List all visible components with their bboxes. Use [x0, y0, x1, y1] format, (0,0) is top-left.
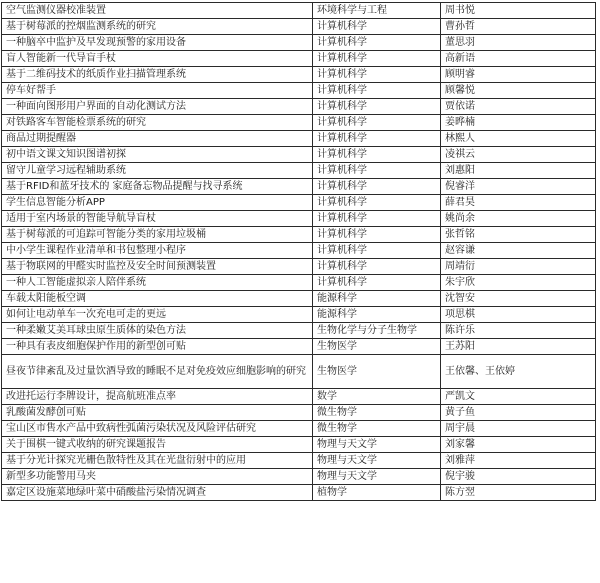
table-row [2, 195, 596, 211]
subject-cell: 计算机科学 [313, 179, 441, 195]
subject-cell: 计算机科学 [313, 195, 441, 211]
student-name-cell: 倪睿洋 [441, 179, 596, 195]
subject-cell: 植物学 [313, 485, 441, 501]
table-row [2, 259, 596, 275]
project-title-cell: 基于树莓派的可追踪可智能分类的家用垃圾桶 [2, 227, 313, 243]
project-title-cell: 基于RFID和蓝牙技术的 家庭备忘物品提醒与找寻系统 [2, 179, 313, 195]
project-title-cell: 一种具有表皮细胞保护作用的新型创可贴 [2, 339, 313, 355]
project-title-cell: 如何让电动单车一次充电可走的更远 [2, 307, 313, 323]
project-title-cell: 嘉定区设施菜地绿叶菜中硝酸盐污染情况调查 [2, 485, 313, 501]
student-name-cell: 张哲铭 [441, 227, 596, 243]
project-title-cell: 商品过期提醒器 [2, 131, 313, 147]
subject-cell: 计算机科学 [313, 83, 441, 99]
project-title-cell: 空气监测仪器校准装置 [2, 3, 313, 19]
table-row [2, 323, 596, 339]
student-name-cell: 周宇晨 [441, 421, 596, 437]
subject-cell: 物理与天文学 [313, 453, 441, 469]
subject-cell: 计算机科学 [313, 99, 441, 115]
table-row [2, 453, 596, 469]
project-title-cell: 适用于室内场景的智能导航导盲杖 [2, 211, 313, 227]
project-title-cell: 停车好帮手 [2, 83, 313, 99]
subject-cell: 计算机科学 [313, 131, 441, 147]
table-row [2, 421, 596, 437]
project-title-cell: 初中语文课文知识图谱初探 [2, 147, 313, 163]
project-title-cell: 基于二维码技术的纸质作业扫描管理系统 [2, 67, 313, 83]
student-name-cell: 刘家馨 [441, 437, 596, 453]
project-title-cell: 基于分光计探究光栅色散特性及其在光盘衍射中的应用 [2, 453, 313, 469]
project-table-body [2, 3, 596, 501]
project-title-cell: 一种脑卒中监护及早发现预警的家用设备 [2, 35, 313, 51]
table-row [2, 275, 596, 291]
student-name-cell: 贾依诺 [441, 99, 596, 115]
subject-cell: 计算机科学 [313, 275, 441, 291]
student-name-cell: 董思羽 [441, 35, 596, 51]
subject-cell: 物理与天文学 [313, 469, 441, 485]
subject-cell: 计算机科学 [313, 147, 441, 163]
table-row [2, 147, 596, 163]
table-row [2, 131, 596, 147]
student-name-cell: 薛君昊 [441, 195, 596, 211]
table-row [2, 115, 596, 131]
student-name-cell: 刘雅萍 [441, 453, 596, 469]
student-name-cell: 王苏阳 [441, 339, 596, 355]
project-title-cell: 学生信息智能分析APP [2, 195, 313, 211]
student-name-cell: 高新语 [441, 51, 596, 67]
subject-cell: 计算机科学 [313, 243, 441, 259]
student-name-cell: 曹孙哲 [441, 19, 596, 35]
subject-cell: 微生物学 [313, 405, 441, 421]
subject-cell: 数学 [313, 389, 441, 405]
student-name-cell: 周靖衍 [441, 259, 596, 275]
project-title-cell: 关于围棋一键式收纳的研究课题报告 [2, 437, 313, 453]
subject-cell: 生物医学 [313, 339, 441, 355]
table-row [2, 437, 596, 453]
subject-cell: 物理与天文学 [313, 437, 441, 453]
student-name-cell: 凌祺云 [441, 147, 596, 163]
subject-cell: 计算机科学 [313, 67, 441, 83]
student-name-cell: 黄子鱼 [441, 405, 596, 421]
subject-cell: 计算机科学 [313, 35, 441, 51]
table-row [2, 389, 596, 405]
project-title-cell: 对铁路客车智能检票系统的研究 [2, 115, 313, 131]
table-row [2, 243, 596, 259]
subject-cell: 计算机科学 [313, 227, 441, 243]
student-name-cell: 严凯文 [441, 389, 596, 405]
table-row [2, 163, 596, 179]
table-row [2, 485, 596, 501]
project-title-cell: 一种面向图形用户界面的自动化测试方法 [2, 99, 313, 115]
subject-cell: 生物化学与分子生物学 [313, 323, 441, 339]
project-title-cell: 留守儿童学习远程辅助系统 [2, 163, 313, 179]
table-row [2, 67, 596, 83]
project-title-cell: 基于树莓派的控烟监测系统的研究 [2, 19, 313, 35]
project-title-cell: 基于物联网的甲醛实时监控及安全时间预测装置 [2, 259, 313, 275]
student-name-cell: 陈方翌 [441, 485, 596, 501]
subject-cell: 计算机科学 [313, 115, 441, 131]
project-title-cell: 中小学生课程作业清单和书包整理小程序 [2, 243, 313, 259]
project-title-cell: 盲人智能新一代导盲手杖 [2, 51, 313, 67]
subject-cell: 计算机科学 [313, 51, 441, 67]
subject-cell: 能源科学 [313, 291, 441, 307]
table-row [2, 227, 596, 243]
student-name-cell: 刘惠阳 [441, 163, 596, 179]
table-row [2, 51, 596, 67]
table-row [2, 469, 596, 485]
project-title-cell: 车载太阳能板空调 [2, 291, 313, 307]
table-row [2, 291, 596, 307]
student-name-cell: 赵容谦 [441, 243, 596, 259]
table-row [2, 307, 596, 323]
table-row [2, 3, 596, 19]
student-name-cell: 姚尚余 [441, 211, 596, 227]
table-row [2, 405, 596, 421]
subject-cell: 生物医学 [313, 355, 441, 389]
project-title-cell: 一种人工智能虚拟亲人陪伴系统 [2, 275, 313, 291]
project-table [1, 2, 596, 501]
student-name-cell: 沈智安 [441, 291, 596, 307]
student-name-cell: 姜晔楠 [441, 115, 596, 131]
table-row [2, 355, 596, 389]
subject-cell: 计算机科学 [313, 163, 441, 179]
student-name-cell: 顾明睿 [441, 67, 596, 83]
table-row [2, 339, 596, 355]
subject-cell: 计算机科学 [313, 259, 441, 275]
table-row [2, 35, 596, 51]
student-name-cell: 周书悦 [441, 3, 596, 19]
student-name-cell: 林熙人 [441, 131, 596, 147]
table-row [2, 83, 596, 99]
subject-cell: 计算机科学 [313, 19, 441, 35]
student-name-cell: 项思棋 [441, 307, 596, 323]
project-title-cell: 乳酸菌发酵创可贴 [2, 405, 313, 421]
student-name-cell: 顾馨悦 [441, 83, 596, 99]
table-row [2, 179, 596, 195]
student-name-cell: 王依馨、王依婷 [441, 355, 596, 389]
table-row [2, 211, 596, 227]
project-title-cell: 宝山区市售水产品中致病性弧菌污染状况及风险评估研究 [2, 421, 313, 437]
student-name-cell: 陈许乐 [441, 323, 596, 339]
subject-cell: 环境科学与工程 [313, 3, 441, 19]
student-name-cell: 朱宇欣 [441, 275, 596, 291]
project-title-cell: 改进托运行李牌设计，提高航班准点率 [2, 389, 313, 405]
student-name-cell: 倪宇骏 [441, 469, 596, 485]
project-title-cell: 一种柔嫩艾美耳球虫原生质体的染色方法 [2, 323, 313, 339]
table-row [2, 19, 596, 35]
table-row [2, 99, 596, 115]
subject-cell: 计算机科学 [313, 211, 441, 227]
project-title-cell: 昼夜节律紊乱及过量饮酒导致的睡眠不足对免疫效应细胞影响的研究 [2, 355, 313, 389]
subject-cell: 能源科学 [313, 307, 441, 323]
subject-cell: 微生物学 [313, 421, 441, 437]
project-title-cell: 新型多功能警用马夹 [2, 469, 313, 485]
